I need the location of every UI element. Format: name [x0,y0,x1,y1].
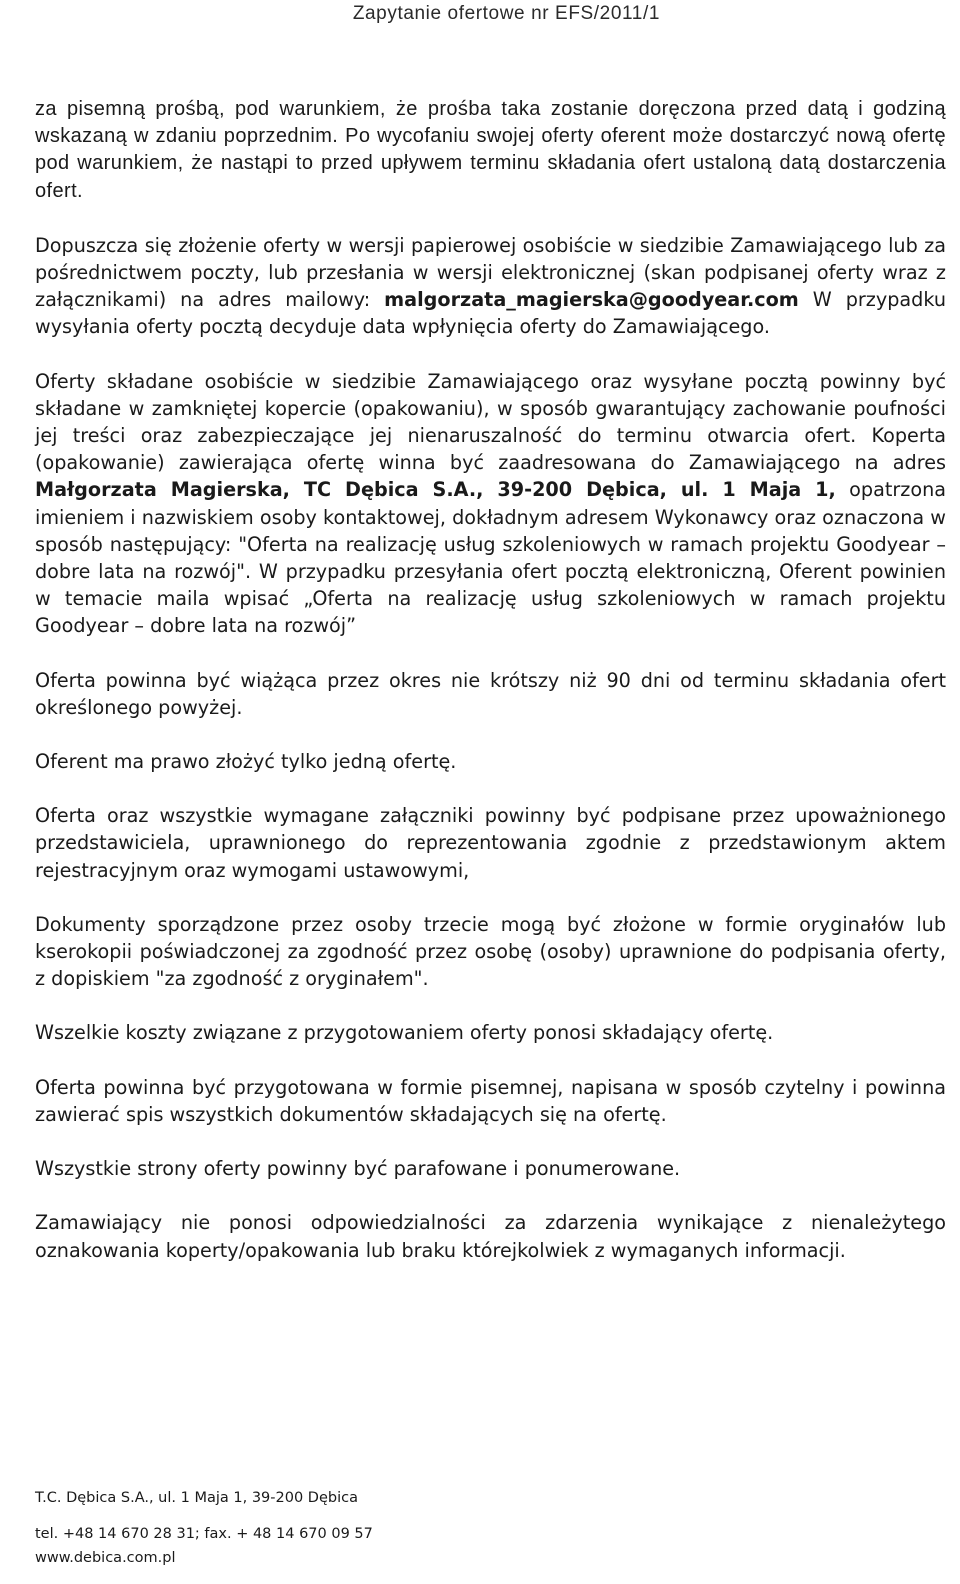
paragraph-third-party-documents: Dokumenty sporządzone przez osoby trzecie mogą być złożone w formie oryginałów lub kserokopii poświadczonej za zgodność przez osobę (osoby) uprawnione do podpisania oferty, z dopiskiem "za zgodność z oryginałem". [35,912,946,991]
envelope-requirements-text-cont: opatrzona imieniem i nazwiskiem osoby kontaktowej, dokładnym adresem Wykonawcy oraz oznaczona w sposób następujący: "Oferta na realizację usług szkoleniowych w ramach projektu Goodyear – dobre lata na rozwój". W przypadku przesyłania ofert pocztą elektroniczną, Oferent powinien w temacie maila wpisać „Oferta na realizację usług szkoleniowych w ramach projektu Goodyear – dobre lata na rozwój” [35,478,946,638]
paragraph-costs: Wszelkie koszty związane z przygotowaniem oferty ponosi składający ofertę. [35,1021,774,1045]
document-header-title: Zapytanie ofertowe nr EFS/2011/1 [352,3,660,24]
paragraph-liability: Zamawiający nie ponosi odpowiedzialności za zdarzenia wynikające z nienależytego oznakowania koperty/opakowania lub braku którejkolwiek z wymaganych informacji. [35,1211,946,1262]
delivery-address: Małgorzata Magierska, TC Dębica S.A., 39-200 Dębica, ul. 1 Maja 1, [35,478,836,502]
paragraph-written-form: Oferta powinna być przygotowana w formie pisemnej, napisana w sposób czytelny i powinna zawierać spis wszystkich dokumentów składających się na ofertę. [35,1075,946,1126]
submission-methods-text: Dopuszcza się złożenie oferty w wersji papierowej osobiście w siedzibie Zamawiającego lub za pośrednictwem poczty, lub przesłania w wersji elektronicznej (skan podpisanej oferty wraz z załącznikami) na adres mailowy: [35,233,946,312]
paragraph-single-offer: Oferent ma prawo złożyć tylko jedną ofertę. [35,750,457,774]
footer-website: www.debica.com.pl [35,1550,176,1566]
paragraph-offer-withdrawal: za pisemną prośbą, pod warunkiem, że prośba taka zostanie doręczona przed datą i godziną wskazaną w zdaniu poprzednim. Po wycofaniu swojej oferty oferent może dostarczyć nową ofertę pod warunkiem, że nastąpi to przed upływem terminu składania ofert ustaloną datą dostarczenia ofert. [35,98,946,202]
paragraph-page-numbering: Wszystkie strony oferty powinny być parafowane i ponumerowane. [35,1157,681,1181]
submission-methods-text-cont: W przypadku wysyłania oferty pocztą decyduje data wpłynięcia oferty do Zamawiającego. [35,288,946,339]
footer-address: T.C. Dębica S.A., ul. 1 Maja 1, 39-200 Dębica [35,1490,358,1506]
paragraph-submission-methods [35,232,946,341]
paragraph-offer-validity: Oferta powinna być wiążąca przez okres nie krótszy niż 90 dni od terminu składania ofert określonego powyżej. [35,668,946,719]
paragraph-signatures: Oferta oraz wszystkie wymagane załączniki powinny być podpisane przez upoważnionego przedstawiciela, uprawnionego do reprezentowania zgodnie z przedstawionym aktem rejestracyjnym oraz wymogami ustawowymi, [35,804,946,882]
paragraph-envelope-requirements [35,368,946,640]
envelope-requirements-text: Oferty składane osobiście w siedzibie Zamawiającego oraz wysyłane pocztą powinny być składane w zamkniętej kopercie (opakowaniu), w sposób gwarantujący zachowanie poufności jej treści oraz zabezpieczające jej nienaruszalność do terminu otwarcia ofert. Koperta (opakowanie) zawierająca ofertę winna być zaadresowana do Zamawiającego na adres [35,369,946,475]
document-body [35,96,946,1264]
contact-email: malgorzata_magierska@goodyear.com [384,288,799,312]
footer-phone-fax: tel. +48 14 670 28 31; fax. + 48 14 670 09 57 [35,1526,373,1542]
